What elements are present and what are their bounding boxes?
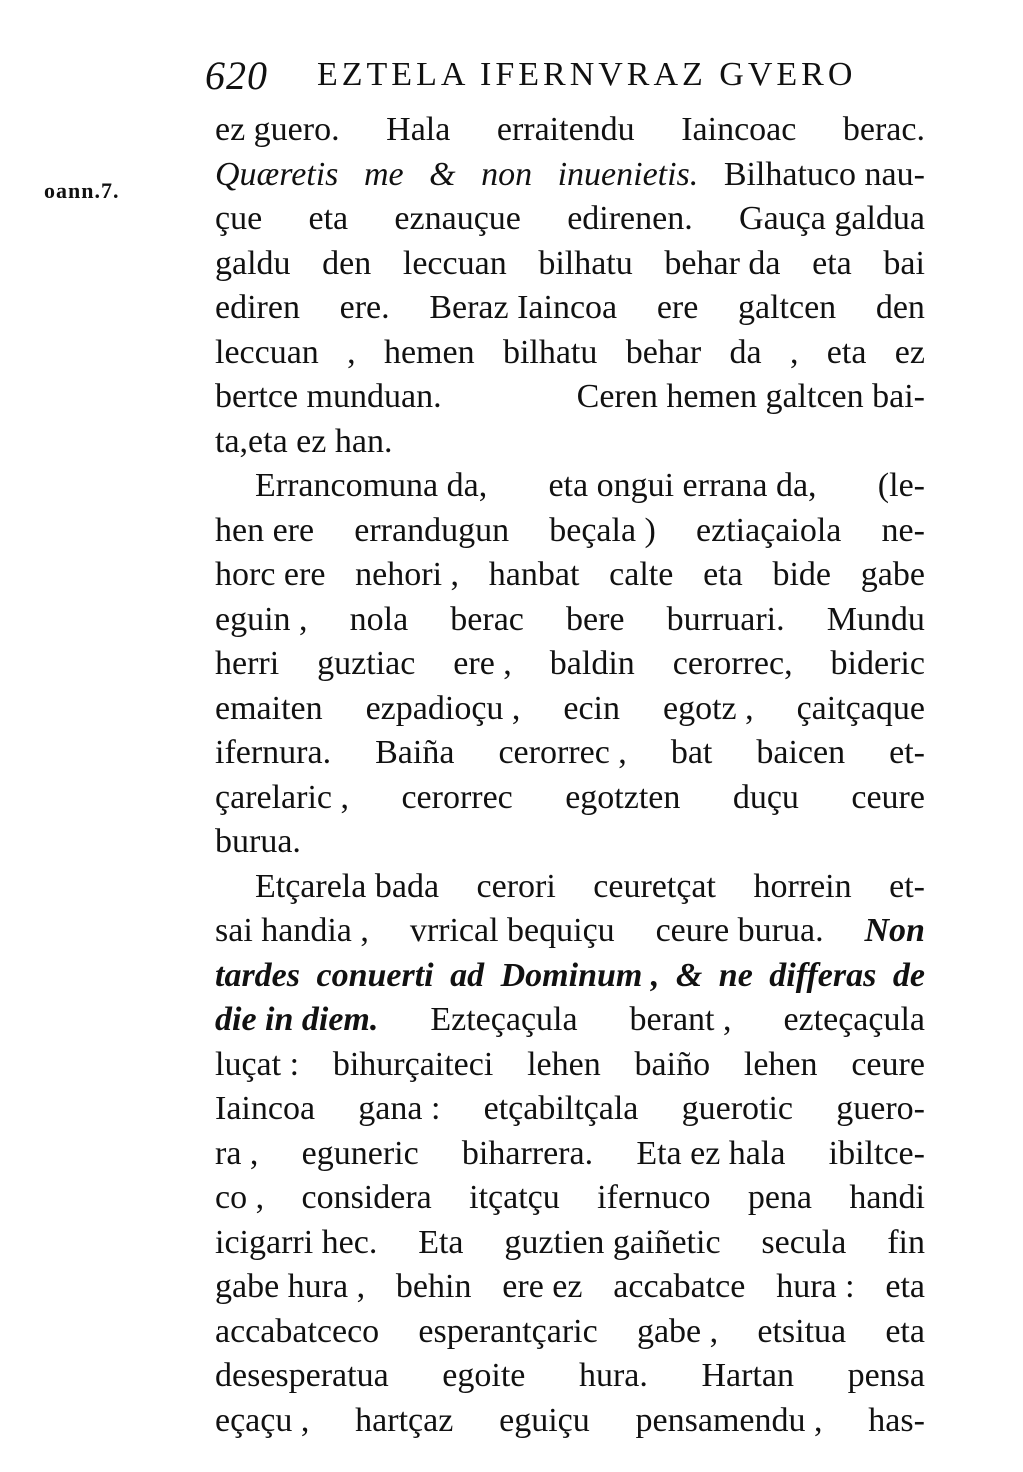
text-line [215,108,925,153]
text-segment: bat [670,734,713,771]
text-segment: (le- [877,467,925,504]
text-line [215,153,925,198]
text-segment: etçabiltçala [483,1090,639,1127]
latin-quotation: Quæretis [215,155,339,193]
text-line [215,820,925,865]
text-line [215,731,925,776]
body-text [215,108,925,1443]
text-segment: herri [215,645,280,682]
text-segment: eztiaçaiola [696,511,842,549]
text-segment: eta [826,333,867,371]
text-line [215,242,925,287]
text-line [215,197,925,242]
text-segment: emaiten [215,689,323,727]
text-segment: ere , [453,645,512,682]
text-line [215,865,925,910]
text-segment: luçat : [215,1045,300,1083]
text-segment: eznauçue [394,200,521,237]
text-segment: accabatce [613,1268,746,1305]
latin-quotation: ne [718,956,753,994]
text-segment: çue [215,200,263,237]
text-line [215,1354,925,1399]
text-segment: eta [703,556,743,593]
text-segment: esperantçaric [418,1312,598,1350]
text-line [215,1132,925,1177]
text-segment: co , [215,1179,265,1216]
text-segment: ifernuco [597,1179,711,1216]
text-segment: egoite [442,1357,526,1394]
text-line [215,598,925,643]
text-segment: etsitua [757,1312,847,1350]
text-segment: , [347,333,356,371]
text-segment: fin [887,1223,925,1261]
text-line [215,420,925,465]
text-segment: eta [812,244,852,282]
text-segment: hen ere [215,511,315,549]
text-segment: Errancomuna da, [255,467,488,504]
text-segment: burruari. [666,600,785,638]
text-segment: eta [308,200,349,237]
text-segment: Bilhatuco nau- [723,155,925,193]
text-segment: burua. [215,823,301,860]
text-segment: hartçaz [355,1401,454,1439]
text-segment: Eta [418,1223,464,1261]
text-segment: pena [747,1179,813,1216]
text-segment: ceuretçat [593,867,716,905]
margin-note: oann.7. [44,178,120,203]
text-segment: ere ez [502,1268,583,1305]
text-segment: secula [761,1223,847,1261]
text-segment: Hartan [701,1357,794,1394]
text-segment: ceure [851,1045,925,1083]
text-segment: guztien gaiñetic [504,1223,721,1261]
text-line [215,1176,925,1221]
text-segment: et- [889,867,925,905]
latin-quotation: differas [769,956,877,994]
text-segment: erraitendu [496,111,635,148]
text-segment: duçu [732,778,799,816]
text-segment: ifernura. [215,734,332,771]
text-segment: horrein [753,867,852,905]
text-line [215,331,925,376]
text-segment: Mundu [826,600,925,638]
text-segment: lehen [527,1045,601,1083]
text-segment: cerori [476,867,556,905]
text-line [215,464,925,509]
text-segment: behin [395,1268,472,1305]
text-segment: accabatceco [215,1312,380,1350]
text-segment: gana : [358,1090,441,1127]
text-segment: cerorrec [401,778,513,816]
text-line [215,286,925,331]
text-segment: ez guero. [215,111,340,148]
text-segment: eta [885,1268,925,1305]
text-segment: ceure burua. [655,912,824,949]
text-segment: guero- [836,1090,925,1127]
text-segment: has- [868,1401,925,1439]
text-segment: galdu [215,244,291,282]
text-segment: Etçarela bada [255,867,440,905]
text-segment: edirenen. [567,200,693,237]
text-segment: berant , [629,1001,732,1038]
latin-quotation: & [675,956,703,994]
text-segment: çaitçaque [796,689,925,727]
text-segment: ezteçaçula [783,1001,925,1038]
text-segment: egotz , [662,689,754,727]
text-segment: eguneric [301,1134,419,1172]
text-line [215,998,925,1043]
text-segment: Iaincoa [215,1090,316,1127]
text-segment: ez [894,333,925,371]
text-segment: Iaincoac [681,111,797,148]
text-line [215,1087,925,1132]
text-segment: çarelaric , [215,778,349,816]
text-segment: baiño [634,1045,711,1083]
text-segment: itçatçu [469,1179,560,1216]
text-segment: behar [625,333,702,371]
text-segment: ere [656,289,699,326]
text-segment: hura. [578,1357,648,1394]
text-segment: da [729,333,762,371]
latin-quotation: non [481,155,533,193]
text-segment: bilhatu [538,244,633,282]
latin-quotation: die in diem. [215,1001,379,1038]
text-segment: gabe , [636,1312,719,1350]
text-segment: den [322,244,372,282]
text-segment: desesperatua [215,1357,389,1394]
page-header [205,52,857,100]
text-segment: considera [301,1179,432,1216]
text-segment: eguiçu [499,1401,590,1439]
text-segment: , [789,333,799,371]
text-line [215,909,925,954]
text-segment: eta ongui errana da, [548,467,817,504]
text-segment: leccuan [402,244,507,282]
text-segment: et- [889,734,925,771]
text-segment: eçaçu , [215,1401,310,1439]
latin-quotation: conuerti [316,956,434,994]
text-line [215,776,925,821]
text-line [215,1399,925,1444]
text-segment: nehori , [355,556,460,593]
text-segment: ceure [851,778,925,816]
latin-quotation: ad [450,956,485,994]
text-segment: cerorrec , [498,734,627,771]
page-number: 620 [205,53,268,98]
text-segment: nola [349,600,409,638]
running-head: EZTELA IFERNVRAZ GVERO [317,56,857,93]
text-segment: guztiac [317,645,416,682]
text-segment: leccuan [215,333,319,371]
text-segment: behar da [664,244,781,282]
latin-quotation: Non [864,912,925,949]
text-segment: bihurçaiteci [332,1045,494,1083]
text-segment: berac. [842,111,925,148]
latin-quotation: & [429,155,456,193]
text-segment: ibiltce- [828,1134,925,1172]
text-segment: gabe hura , [215,1268,366,1305]
text-segment: Eta ez hala [636,1134,786,1172]
text-segment: ecin [563,689,621,727]
text-segment: baldin [549,645,635,682]
text-segment: bai [883,244,925,282]
text-segment: den [875,289,925,326]
text-segment: egotzten [565,778,681,816]
text-segment: berac [450,600,524,638]
text-segment: vrrical bequiçu [409,912,615,949]
text-line [215,553,925,598]
latin-quotation: me [363,155,404,193]
text-segment: bere [565,600,625,638]
text-segment: Ceren hemen galtcen bai- [576,378,925,415]
text-segment: cerorrec, [672,645,793,682]
text-segment: icigarri hec. [215,1223,378,1261]
text-segment: Baiña [375,734,455,771]
text-segment: eta [885,1312,925,1350]
text-segment: pensamendu , [635,1401,823,1439]
text-segment: horc ere [215,556,326,593]
latin-quotation: tardes [215,956,300,994]
latin-quotation: Dominum , [500,956,660,994]
text-segment: bideric [830,645,925,682]
text-line [215,1265,925,1310]
text-line [215,509,925,554]
text-line [215,642,925,687]
text-line [215,1221,925,1266]
text-segment: handi [849,1179,925,1216]
text-segment: bilhatu [502,333,598,371]
text-segment: hanbat [488,556,580,593]
text-line [215,1043,925,1088]
latin-quotation: de [892,956,925,994]
text-line [215,954,925,999]
text-segment: galtcen [738,289,837,326]
latin-quotation: inuenietis. [557,155,699,193]
text-segment: lehen [743,1045,818,1083]
text-segment: pensa [847,1357,925,1394]
text-segment: ta,eta ez han. [215,422,393,460]
text-line [215,1310,925,1355]
text-segment: ezpadioçu , [365,689,521,727]
text-segment: bide [772,556,832,593]
text-segment: biharrera. [461,1134,594,1172]
text-segment: sai handia , [215,912,369,949]
text-segment: errandugun [354,511,510,549]
text-segment: calte [609,556,674,593]
text-line [215,687,925,732]
text-segment: eguin , [215,600,308,638]
text-segment: baicen [756,734,846,771]
text-segment: ediren [215,289,300,326]
text-segment: beçala ) [549,511,656,549]
text-segment: ne- [881,511,925,549]
text-segment: gabe [860,556,925,593]
text-segment: Ezteçaçula [430,1001,578,1038]
text-segment: guerotic [681,1090,794,1127]
text-segment: ere. [339,289,390,326]
text-segment: bertce munduan. [215,378,442,415]
text-segment: Gauça galdua [739,200,925,237]
text-line [215,375,925,420]
text-segment: Beraz Iaincoa [429,289,618,326]
text-segment: hemen [383,333,475,371]
text-segment: hura : [776,1268,855,1305]
text-segment: Hala [386,111,451,148]
text-segment: ra , [215,1134,259,1172]
